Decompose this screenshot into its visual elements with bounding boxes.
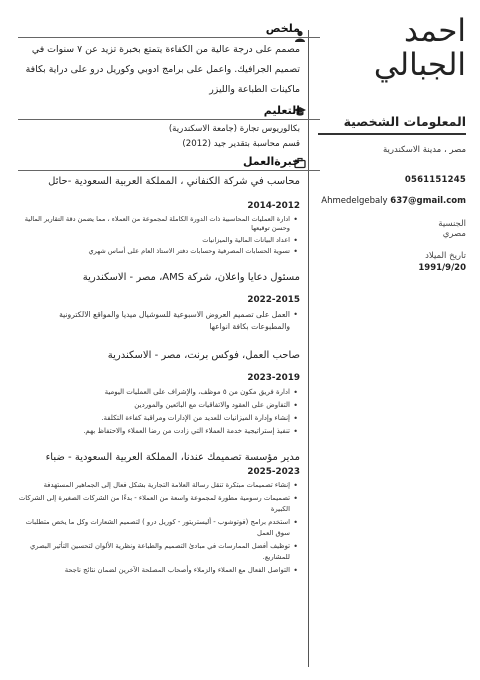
education-header bbox=[18, 104, 300, 117]
first-name: احمد bbox=[404, 13, 466, 49]
summary-title: ملخص bbox=[265, 22, 300, 35]
personal-info-title: المعلومات الشخصية bbox=[343, 114, 466, 129]
job-bullet: • تصميمات رسومية مطورة لمجموعة واسعة من العملاء - بدءًا من الشركات الصغيرة إلى الشركات الكبيرة bbox=[18, 493, 290, 515]
summary-text: مصمم على درجة عالية من الكفاءة يتمتع بخبرة تزيد عن ٧ سنوات في تصميم الجرافيك. واعمل على برامج ادوبي وكوريل درو على دراية بكافة ماكينات الطباعة والليزر bbox=[25, 44, 300, 95]
education-title: التعليم bbox=[263, 104, 300, 117]
job-date: 2022-2015 bbox=[247, 294, 300, 305]
job-title: مدير مؤسسة تصميمك عندنا، المملكة العربية السعودية - ضباء bbox=[45, 451, 300, 463]
summary-rule bbox=[18, 37, 320, 38]
job-bullet: • إنشاء وإدارة الميزانيات للعديد من الإدارات ومراقبة كفاءة التكلفة. bbox=[18, 413, 290, 424]
job-bullets bbox=[18, 309, 300, 333]
job-title: صاحب العمل، فوكس برنت، مصر - الاسكندرية bbox=[107, 349, 300, 361]
job-bullet: • تنفيذ إستراتيجية خدمة العملاء التي زادت من رضا العملاء والاحتفاظ بهم. bbox=[18, 426, 290, 437]
phone: 0561151245 bbox=[404, 175, 466, 185]
education-degree: بكالوريوس تجارة (جامعة الاسكندرية) bbox=[168, 124, 300, 134]
job-bullet: • العمل على تصميم العروض الاسبوعية للسوشيال ميديا والمواقع الالكترونية والمطبوعات بكافة انواعها bbox=[18, 309, 290, 333]
job-bullets bbox=[18, 387, 300, 437]
experience-rule bbox=[18, 170, 320, 171]
job-item bbox=[18, 451, 300, 576]
email-domain: 637@gmail.com bbox=[390, 196, 466, 206]
job-item bbox=[18, 349, 300, 437]
full-name bbox=[318, 14, 466, 82]
job-title: مسئول دعايا واعلان، شركة AMS، مصر - الاسكندرية bbox=[82, 271, 300, 283]
personal-info-rule bbox=[318, 133, 466, 135]
job-bullet: • توظيف أفضل الممارسات في مبادئ التصميم والطباعة ونظرية الألوان لتحسين التأثير البصري للمشاريع. bbox=[18, 541, 290, 563]
main-column bbox=[18, 22, 300, 578]
experience-title: خبرةالعمل bbox=[242, 155, 300, 168]
nationality-value: مصري bbox=[442, 229, 466, 239]
dob-value: 1991/9/20 bbox=[418, 263, 466, 273]
education-rule bbox=[18, 119, 320, 120]
job-bullet: • استخدم برامج (فوتوشوب - أليستريتور - كوريل درو ) لتصميم الشعارات وكل ما يخص متطلبات سوق العمل bbox=[18, 517, 290, 539]
job-bullet: • اعداد البيانات المالية والميزانيات bbox=[18, 236, 290, 245]
vertical-divider bbox=[308, 30, 309, 667]
job-title: محاسب في شركة الكنفاني ، المملكة العربية السعودية -حائل bbox=[48, 176, 300, 187]
job-item bbox=[18, 271, 300, 333]
personal-column bbox=[318, 14, 466, 273]
job-bullet: • ادارة العمليات المحاسبية ذات الدورة الكاملة لمجموعة من العملاء ، مما يضمن دقة التقارير المالية وحسن توقيعها bbox=[18, 215, 290, 234]
job-bullet: • ادارة فريق مكون من ٥ موظف، والإشراف على العمليات اليومية bbox=[18, 387, 290, 398]
job-bullet: • التفاوض على العقود والاتفاقيات مع البائعين والموردين bbox=[18, 400, 290, 411]
education-department: قسم محاسبة بتقدير جيد (2012) bbox=[182, 139, 300, 149]
email bbox=[318, 196, 466, 206]
experience-header bbox=[18, 155, 300, 168]
last-name: الجبالي bbox=[373, 47, 466, 83]
dob-label: تاريخ الميلاد bbox=[425, 251, 466, 261]
email-user: Ahmedelgebaly bbox=[321, 196, 388, 206]
nationality-label: الجنسية bbox=[438, 219, 466, 229]
address: مصر ، مدينة الاسكندرية bbox=[382, 145, 466, 155]
job-bullets bbox=[18, 480, 300, 576]
summary-header bbox=[18, 22, 300, 35]
job-bullets bbox=[18, 215, 300, 257]
job-bullet: • تسوية الحسابات المصرفية وحسابات دفتر الاستاذ العام على أساس شهري bbox=[18, 247, 290, 256]
job-date: 2023-2019 bbox=[247, 372, 300, 383]
job-item bbox=[18, 175, 300, 257]
job-date: 2014-2012 bbox=[247, 201, 300, 211]
job-date: 2025-2023 bbox=[247, 466, 300, 477]
job-bullet: • إنشاء تصميمات مبتكرة تنقل رسالة العلامة التجارية بشكل فعال إلى الجماهير المستهدفة bbox=[18, 480, 290, 491]
job-bullet: • التواصل الفعال مع العملاء والزملاء وأصحاب المصلحة الآخرين لضمان نتائج ناجحة bbox=[18, 565, 290, 576]
